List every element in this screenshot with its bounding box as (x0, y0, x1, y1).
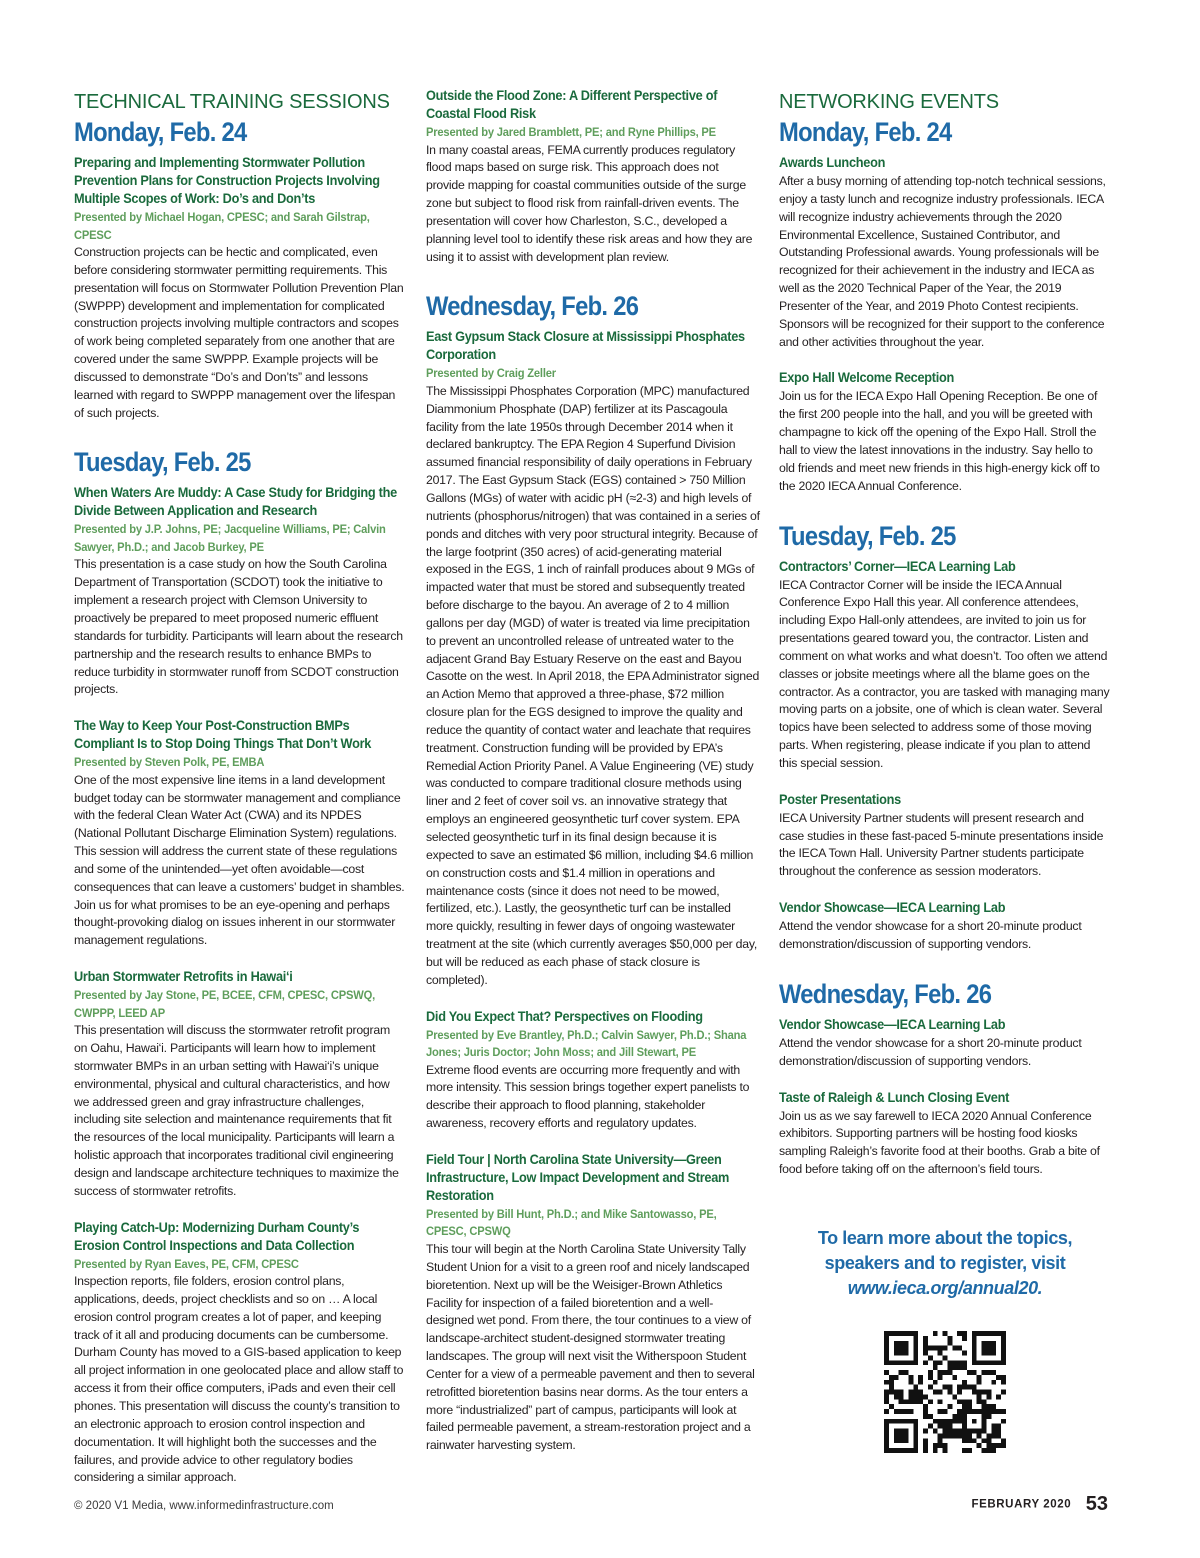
footer-copyright: © 2020 V1 Media, www.informedinfrastructure.com (74, 1500, 334, 1512)
session-presenter: Presented by Eve Brantley, Ph.D.; Calvin Sawyer, Ph.D.; Shana Jones; Juris Doctor; John Moss; and Jill Stewart, PE (426, 1027, 747, 1060)
session-title: When Waters Are Muddy: A Case Study for Bridging the Divide Between Application and Research (74, 484, 397, 519)
event-title: Vendor Showcase—IECA Learning Lab (779, 899, 1006, 916)
day-heading: Wednesday, Feb. 26 (779, 978, 992, 1009)
column-networking-events (779, 86, 1111, 1196)
qr-code-icon[interactable] (884, 1331, 1006, 1453)
event-body: Attend the vendor showcase for a short 20-minute product demonstration/discussion of supporting vendors. (779, 919, 1082, 951)
event (779, 1088, 1111, 1179)
session-presenter: Presented by Ryan Eaves, PE, CFM, CPESC (74, 1256, 299, 1271)
event (779, 1015, 1111, 1071)
column-technical-sessions (74, 86, 406, 1504)
event-body: Attend the vendor showcase for a short 20-minute product demonstration/discussion of supporting vendors. (779, 1035, 1082, 1068)
session-body: Construction projects can be hectic and complicated, even before considering stormwater permitting requirements. This presentation will focus on Stormwater Pollution Prevention Plan (SWPPP) development and implementation for complicated construction projects involving multiple contractors and scopes of work being completed separately from one another that are covered under the same SWPPP. Example projects will be discussed to demonstrate “Do’s and Don’ts” and lessons learned with regard to SWPPP management over the lifespan of such projects. (74, 245, 404, 420)
footer-folio (971, 1493, 1108, 1516)
day-heading: Monday, Feb. 24 (74, 117, 247, 147)
day-heading: Wednesday, Feb. 26 (426, 291, 639, 322)
session (74, 483, 406, 699)
session-title: East Gypsum Stack Closure at Mississippi Phosphates Corporation (426, 328, 745, 363)
section-kicker: TECHNICAL TRAINING SESSIONS (74, 91, 390, 113)
session-presenter: Presented by Craig Zeller (426, 366, 556, 381)
session-body: This presentation is a case study on how the South Carolina Department of Transportation (SCDOT) took the initiative to implement a research project with Clemson University to proactively be prepared to meet proposed numeric effluent standards for turbidity. Participants will learn about the research partnership and the research results to enhance BMPs to reduce turbidity in stormwater runoff from SCDOT construction projects. (74, 557, 403, 697)
session-body: Extreme flood events are occurring more frequently and with more intensity. This session brings together expert panelists to describe their approach to flood planning, stakeholder awareness, recovery efforts and regulatory updates. (426, 1062, 750, 1131)
session (74, 716, 406, 950)
event (779, 368, 1111, 495)
session-title: Field Tour | North Carolina State University—Green Infrastructure, Low Impact Development and Stream Restoration (426, 1150, 730, 1203)
session (426, 1150, 760, 1455)
event-body: IECA University Partner students will present research and case studies in these fast-paced 5-minute presentations inside the IECA Town Hall. University Partner students participate throughout the conference as session moderators. (779, 810, 1104, 879)
session-title: Outside the Flood Zone: A Different Perspective of Coastal Flood Risk (426, 87, 718, 121)
session (74, 153, 406, 422)
cta-line: speakers and to register, visit (824, 1253, 1066, 1273)
event-body: Join us for the IECA Expo Hall Opening Reception. Be one of the first 200 people into the hall, and you will be greeted with champagne to kick off the opening of the Expo Hall. Stroll the hall to view the latest innovations in the industry. Say hello to old friends and meet new friends in this high-energy kick off to the 2020 IECA Annual Conference. (779, 389, 1100, 493)
session-title: Preparing and Implementing Stormwater Pollution Prevention Plans for Construction Projects Involving Multiple Scopes of Work: Do’s and Don’ts (74, 154, 380, 206)
session-title: Playing Catch-Up: Modernizing Durham County’s Erosion Control Inspections and Data Collection (74, 1218, 360, 1253)
session-body: This tour will begin at the North Carolina State University Tally Student Union for a visit to a green roof and nicely landscaped bioretention. Next up will be the Weisiger-Brown Athletics Facility for inspection of a failed bioretention and a well-designed wet pond. From there, the tour continues to a view of landscape-architect student-designed stormwater treating landscapes. The group will next visit the Witherspoon Student Center for a view of a permeable pavement and then to several retrofitted bioretention basins near dorms. As the tour enters a more “industrialized” part of campus, participants will look at failed permeable pavement, a stream-restoration project and a rainwater harvesting system. (426, 1241, 755, 1453)
session-presenter: Presented by Jared Bramblett, PE; and Ryne Phillips, PE (426, 125, 716, 139)
session (426, 86, 760, 266)
session-title: Urban Stormwater Retrofits in Hawai‘i (74, 968, 293, 985)
event (779, 790, 1111, 881)
day-heading: Monday, Feb. 24 (779, 117, 952, 147)
session-body: In many coastal areas, FEMA currently produces regulatory flood maps based on surge risk. This approach does not provide mapping for coastal communities outside of the surge zone but subject to flood risk from rainfall-driven events. The presentation will cover how Charleston, S.C., developed a planning level tool to identify these risk areas and how they are using it to assist with development plan review. (426, 142, 753, 264)
session-presenter: Presented by Bill Hunt, Ph.D.; and Mike Santowasso, PE, CPESC, CPSWQ (426, 1206, 717, 1239)
session-title: Did You Expect That? Perspectives on Flooding (426, 1007, 703, 1024)
issue-date: FEBRUARY 2020 (971, 1498, 1072, 1511)
registration-call-to-action (779, 1226, 1111, 1301)
session-body: This presentation will discuss the stormwater retrofit program on Oahu, Hawai‘i. Participants will learn how to implement stormwater BMPs in an urban setting with Hawai‘i’s unique environmental, physical and cultural characteristics, and how we addressed green and gray infrastructure challenges, including site selection and maintenance requirements that fit the resources of the local municipality. Participants will learn a holistic approach that incorporates traditional civil engineering design and landscape architecture techniques to maximize the success of stormwater retrofits. (74, 1023, 399, 1198)
event-body: Join us as we say farewell to IECA 2020 Annual Conference exhibitors. Supporting partners will be hosting food kiosks sampling Raleigh’s favorite food at their booths. Grab a bite of food before taking off on the afternoon’s field tours. (779, 1108, 1100, 1177)
session-presenter: Presented by Jay Stone, PE, BCEE, CFM, CPESC, CPSWQ, CWPPP, LEED AP (74, 988, 376, 1020)
event-title: Poster Presentations (779, 790, 901, 807)
session (426, 1007, 760, 1133)
event-title: Vendor Showcase—IECA Learning Lab (779, 1015, 1006, 1032)
event (779, 898, 1111, 954)
session (74, 1218, 406, 1488)
day-heading: Tuesday, Feb. 25 (74, 447, 251, 478)
event-body: IECA Contractor Corner will be inside the IECA Annual Conference Expo Hall this year. All conference attendees, including Expo Hall-only attendees, are invited to join us for presentations geared toward you, the contractor. Listen and comment on what works and what doesn’t. Too often we attend classes or jobsite meetings where all the blame goes on the contractor. As a contractor, you are tasked with managing many moving parts on a jobsite, one of which is clean water. Several topics have been selected to address some of those moving parts. When registering, please indicate if you plan to attend this special session. (779, 577, 1110, 770)
session-presenter: Presented by J.P. Johns, PE; Jacqueline Williams, PE; Calvin Sawyer, Ph.D.; and Jacob Burkey, PE (74, 522, 386, 554)
session (74, 967, 406, 1200)
event-title: Taste of Raleigh & Lunch Closing Event (779, 1088, 1010, 1105)
session-presenter: Presented by Michael Hogan, CPESC; and Sarah Gilstrap, CPESC (74, 210, 370, 242)
session-title: The Way to Keep Your Post-Construction BMPs Compliant Is to Stop Doing Things That Don’t Work (74, 717, 372, 752)
event-title: Expo Hall Welcome Reception (779, 369, 955, 386)
event-title: Contractors’ Corner—IECA Learning Lab (779, 557, 1016, 574)
page-number: 53 (1085, 1493, 1108, 1515)
session-body: Inspection reports, file folders, erosion control plans, applications, deeds, project checklists and so on … A local erosion control program creates a lot of paper, and keeping track of it all and producing documents can be cumbersome. Durham County has moved to a GIS-based application to keep all project information in one geolocated place and allow staff to access it from their office computers, iPads and even their cell phones. This presentation will discuss the county’s transition to an electronic approach to erosion control inspection and documentation. It will highlight both the successes and the failures, and provide advice to other regulatory bodies considering a similar approach. (74, 1274, 404, 1485)
event (779, 153, 1111, 351)
event-title: Awards Luncheon (779, 154, 886, 170)
cta-line: To learn more about the topics, (817, 1228, 1073, 1248)
column-technical-sessions-continued (426, 86, 760, 1472)
session-presenter: Presented by Steven Polk, PE, EMBA (74, 755, 265, 770)
session-body: The Mississippi Phosphates Corporation (MPC) manufactured Diammonium Phosphate (DAP) fertilizer at its Pascagoula facility from the late 1950s through December 2014 when it declared bankruptcy. The EPA Region 4 Superfund Division assumed financial responsibility of daily operations in February 2017. The East Gypsum Stack (EGS) contained > 750 Million Gallons (MGs) of water with acidic pH (≈2-3) and high levels of nutrients (phosphorus/nitrogen) that was contained in a series of ponds and ditches with very poor structural integrity. Because of the large footprint (350 acres) of acid-generating material exposed in the EGS, 1 inch of rainfall produces about 9 MGs of impacted water that must be stored and subsequently treated before discharge to the bayou. An average of 2 to 4 million gallons per day (MGD) of water is treated via lime precipitation to prevent an uncontrolled release of untreated water to the adjacent Grand Bay Estuary Reserve on the east and Bayou Casotte on the west. In April 2018, the EPA Administrator signed an Action Memo that approved a three-phase, $72 million closure plan for the EGS designed to improve the quality and reduce the quantity of contact water and leachate that requires treatment. Construction funding will be provided by EPA’s Remedial Action Priority Panel. A Value Engineering (VE) study was conducted to compare traditional closure methods using liner and 2 feet of cover soil vs. an innovative strategy that employs an engineered geosynthetic turf cover system. EPA selected geosynthetic turf in its final design because it is expected to save an estimated $6 million, including $4.6 million on construction costs and $1.4 million in operations and maintenance costs (since it does not need to be mowed, fertilized, etc.). Lastly, the geosynthetic turf can be installed more quickly, resulting in fewer days of ongoing wastewater treatment at the site (which currently averages $50,000 per day, but will be reduced as each phase of stack closure is completed). (426, 383, 760, 987)
registration-link[interactable]: www.ieca.org/annual20. (847, 1278, 1043, 1298)
section-kicker: NETWORKING EVENTS (779, 91, 999, 113)
day-heading: Tuesday, Feb. 25 (779, 520, 956, 551)
session (426, 327, 760, 989)
event-body: After a busy morning of attending top-notch technical sessions, enjoy a tasty lunch and recognize industry professionals. IECA will recognize industry achievements through the 2020 Environmental Excellence, Sustained Contributor, and Outstanding Professional awards. Young professionals will be recognized for their achievement in the industry and IECA as well as the 2020 Technical Paper of the Year, the 2019 Presenter of the Year, and 2019 Photo Contest recipients. Sponsors will be recognized for their support to the conference and other activities throughout the year. (779, 174, 1106, 349)
session-body: One of the most expensive line items in a land development budget today can be stormwater management and compliance with the federal Clean Water Act (CWA) and its NPDES (National Pollutant Discharge Elimination System) regulations. This session will address the current state of these regulations and some of the unintended—yet often avoidable—cost consequences that can leave a customers’ budget in shambles. Join us for what promises to be an eye-opening and perhaps thought-provoking dialog on issues inherent in our stormwater management regulations. (74, 772, 405, 948)
event (779, 557, 1111, 773)
